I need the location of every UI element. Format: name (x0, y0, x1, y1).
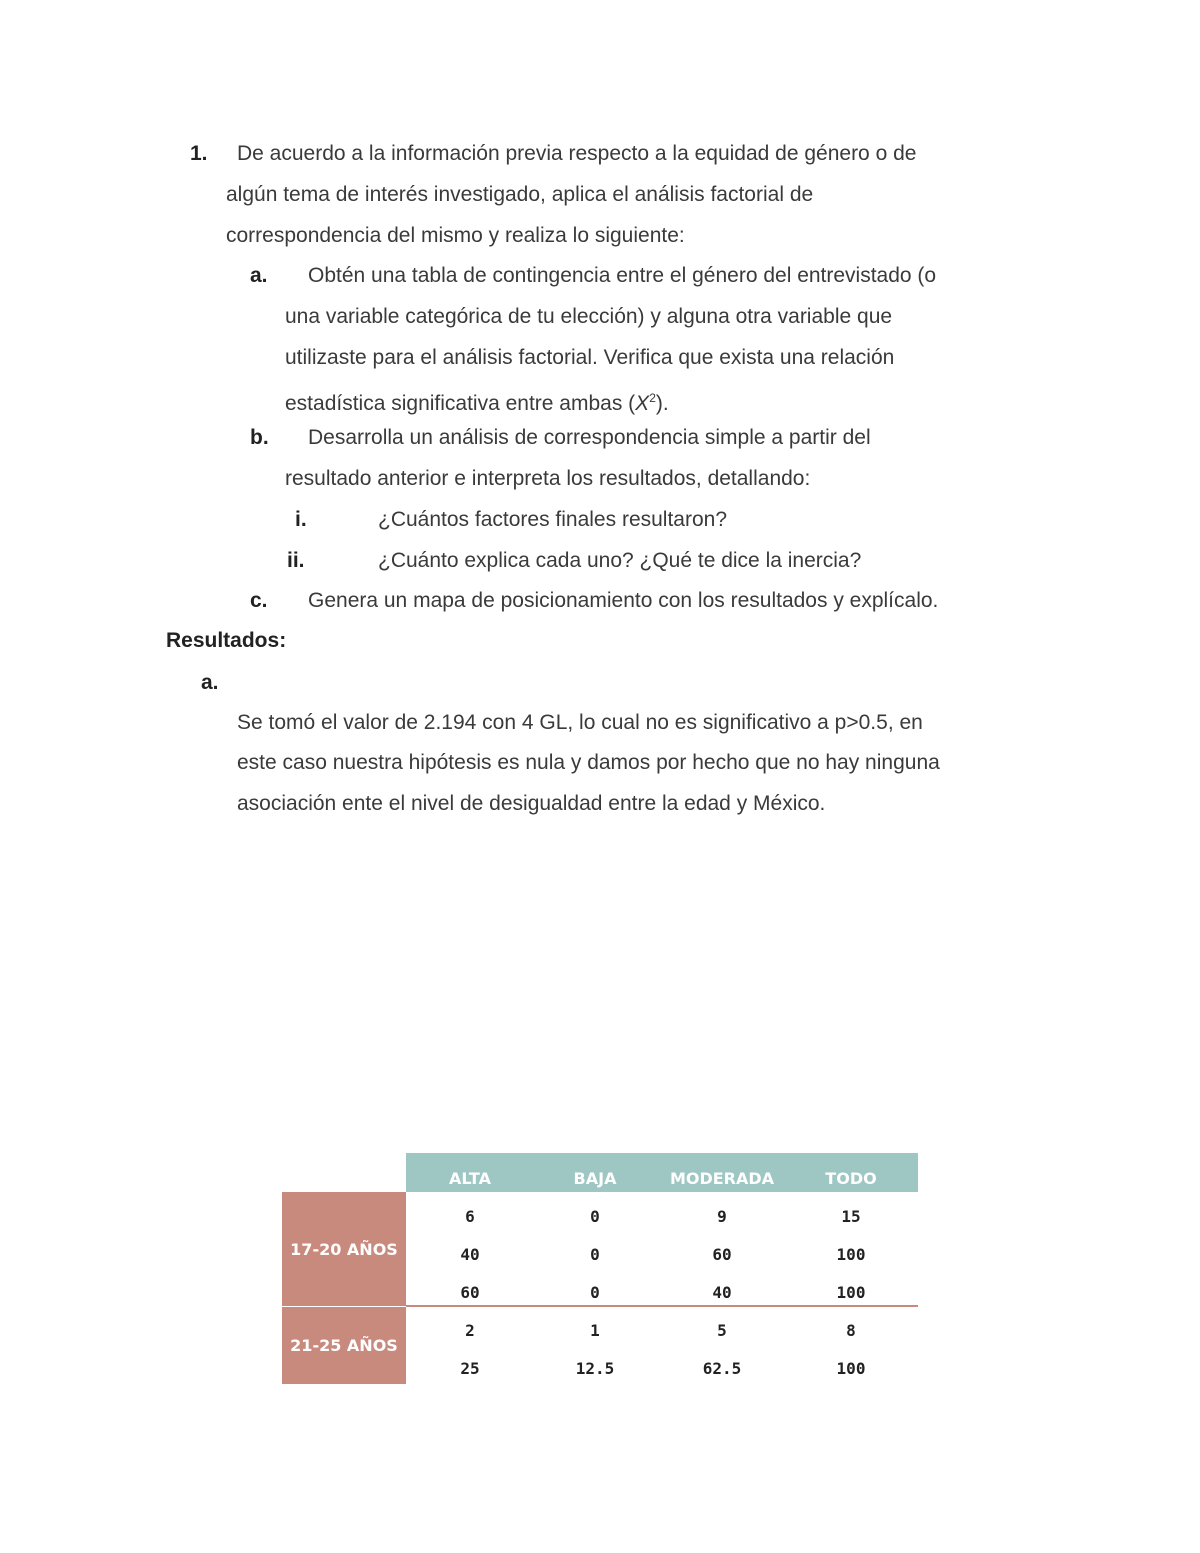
question-line-2: algún tema de interés investigado, aplica el análisis factorial de (226, 183, 814, 206)
table-cell: 62.5 (702, 1359, 742, 1378)
table-cell: 40 (712, 1283, 732, 1302)
question-number: 1. (190, 142, 208, 165)
results-line-1: Se tomó el valor de 2.194 con 4 GL, lo cual no es significativo a p>0.5, en (237, 711, 923, 734)
table-cell: 0 (590, 1245, 600, 1264)
item-c-marker: c. (250, 589, 268, 612)
column-header-todo: TODO (825, 1169, 877, 1188)
table-cell: 8 (846, 1321, 856, 1340)
item-a-line-4-text: estadística significativa entre ambas ( (285, 392, 636, 415)
results-line-3: asociación ente el nivel de desigualdad entre la edad y México. (237, 792, 826, 815)
table-cell: 100 (836, 1245, 866, 1264)
sub-i-marker: i. (295, 508, 307, 531)
table-cell: 9 (717, 1207, 727, 1226)
sub-ii-marker: ii. (287, 549, 305, 572)
table-cell: 6 (465, 1207, 475, 1226)
table-cell: 60 (712, 1245, 732, 1264)
table-cell: 1 (590, 1321, 600, 1340)
row-header-17-20: 17-20 AÑOS (282, 1192, 406, 1306)
column-header-alta: ALTA (449, 1169, 491, 1188)
item-a-line-4-tail: ). (655, 392, 669, 415)
question-line-1: De acuerdo a la información previa respecto a la equidad de género o de (237, 142, 917, 165)
item-a-line-1: Obtén una tabla de contingencia entre el género del entrevistado (o (308, 264, 937, 287)
item-a-line-3: utilizaste para el análisis factorial. Verifica que exista una relación (285, 346, 895, 369)
column-header-baja: BAJA (573, 1169, 617, 1188)
item-b-marker: b. (250, 426, 269, 449)
results-a-marker: a. (201, 671, 219, 694)
table-cell: 100 (836, 1283, 866, 1302)
results-line-2: este caso nuestra hipótesis es nula y damos por hecho que no hay ninguna (237, 751, 940, 774)
question-line-3: correspondencia del mismo y realiza lo siguiente: (226, 224, 685, 247)
table-cell: 2 (465, 1321, 475, 1340)
table-cell: 15 (841, 1207, 861, 1226)
item-b-line-2: resultado anterior e interpreta los resultados, detallando: (285, 467, 811, 490)
item-c-text: Genera un mapa de posicionamiento con los resultados y explícalo. (308, 589, 939, 612)
item-a-marker: a. (250, 264, 268, 287)
sub-i-text: ¿Cuántos factores finales resultaron? (378, 508, 728, 531)
chi-symbol: X (635, 392, 650, 415)
table-cell: 0 (590, 1207, 600, 1226)
item-a-line-2: una variable categórica de tu elección) y alguna otra variable que (285, 305, 893, 328)
results-heading: Resultados: (166, 629, 287, 652)
column-header-moderada: MODERADA (669, 1169, 775, 1188)
table-cell: 40 (460, 1245, 480, 1264)
item-b-line-1: Desarrolla un análisis de correspondencia simple a partir del (308, 426, 871, 449)
table-cell: 0 (590, 1283, 600, 1302)
table-cell: 60 (460, 1283, 480, 1302)
table-cell: 12.5 (575, 1359, 615, 1378)
chi-exponent: 2 (649, 391, 656, 405)
row-header-21-25: 21-25 AÑOS (282, 1307, 406, 1384)
table-cell: 100 (836, 1359, 866, 1378)
sub-ii-text: ¿Cuánto explica cada uno? ¿Qué te dice la inercia? (378, 549, 862, 572)
table-cell: 25 (460, 1359, 480, 1378)
table-cell: 5 (717, 1321, 727, 1340)
